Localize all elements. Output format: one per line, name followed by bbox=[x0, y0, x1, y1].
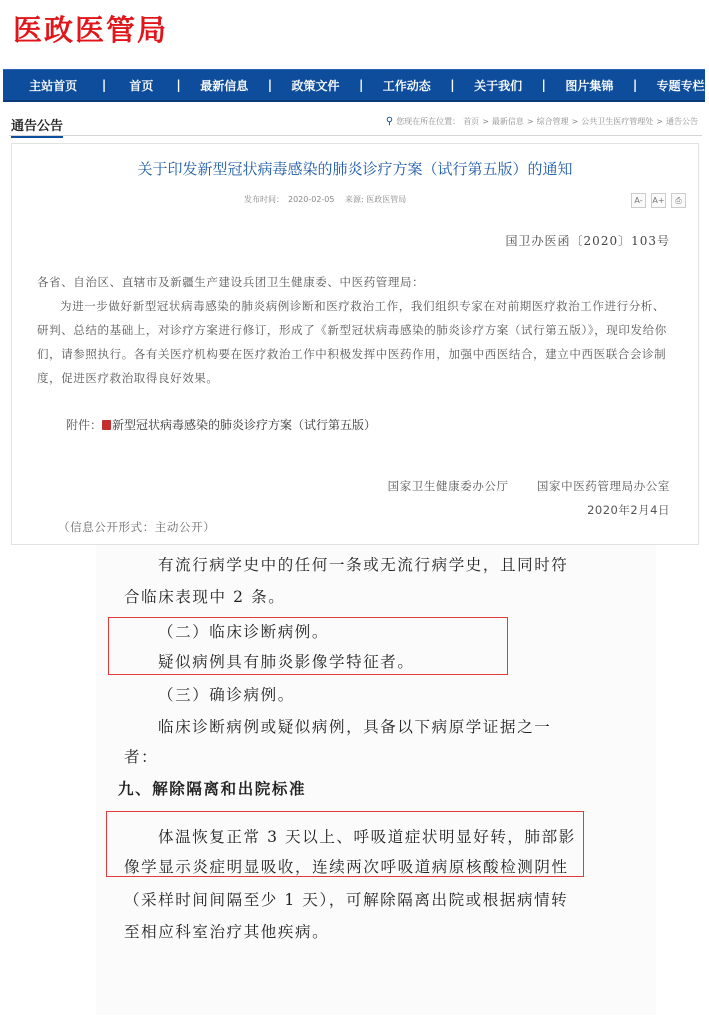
print-icon[interactable]: ⎙ bbox=[671, 193, 686, 208]
nav-separator: | bbox=[267, 78, 273, 92]
main-nav bbox=[3, 69, 705, 102]
nav-item-main-home[interactable]: 主站首页 bbox=[29, 78, 78, 93]
publish-time: 发布时间： 2020-02-05 bbox=[244, 195, 335, 204]
location-pin-icon: ⚲ bbox=[385, 116, 394, 127]
article-source: 来源: 医政医管局 bbox=[345, 195, 407, 204]
scan-line: 合临床表现中 2 条。 bbox=[124, 588, 286, 606]
article-meta bbox=[244, 194, 414, 205]
breadcrumb-item-general[interactable]: 综合管理 bbox=[536, 117, 569, 126]
font-increase-button[interactable]: A+ bbox=[651, 193, 666, 208]
signer-nhc: 国家卫生健康委办公厅 bbox=[387, 479, 509, 493]
nav-separator: | bbox=[101, 78, 107, 92]
breadcrumb-prefix: 您现在所在位置： bbox=[396, 117, 461, 126]
nav-item-latest-info[interactable]: 最新信息 bbox=[200, 78, 249, 93]
addressee: 各省、自治区、直辖市及新疆生产建设兵团卫生健康委、中医药管理局： bbox=[37, 275, 425, 289]
breadcrumb-separator: > bbox=[482, 117, 489, 126]
attachment-link[interactable]: 新型冠状病毒感染的肺炎诊疗方案（试行第五版） bbox=[112, 418, 377, 432]
nav-separator: | bbox=[450, 78, 455, 92]
nav-item-home[interactable]: 首页 bbox=[129, 78, 154, 93]
breadcrumb-item-notices[interactable]: 通告公告 bbox=[666, 117, 698, 126]
signers bbox=[388, 478, 670, 494]
breadcrumb-item-division[interactable]: 公共卫生医疗管理处 bbox=[581, 117, 654, 126]
nav-item-gallery[interactable]: 图片集锦 bbox=[565, 78, 614, 93]
scan-line: 有流行病学史中的任何一条或无流行病学史，且同时符 bbox=[158, 556, 569, 574]
article-panel bbox=[11, 143, 699, 545]
scan-line: （二）临床诊断病例。 bbox=[158, 623, 330, 641]
scan-line: 者： bbox=[124, 748, 159, 766]
signature-date: 2020年2月4日 bbox=[587, 503, 670, 517]
scan-line: 体温恢复正常 3 天以上、呼吸道症状明显好转，肺部影 bbox=[158, 828, 576, 846]
scan-line: 疑似病例具有肺炎影像学特征者。 bbox=[158, 653, 415, 671]
disclosure-note: （信息公开形式：主动公开） bbox=[58, 520, 216, 534]
section-header bbox=[9, 113, 702, 136]
breadcrumb bbox=[386, 116, 698, 127]
section-heading: 九、解除隔离和出院标准 bbox=[118, 780, 307, 798]
article-tools bbox=[631, 193, 686, 208]
breadcrumb-item-home[interactable]: 首页 bbox=[463, 117, 480, 126]
article-title: 关于印发新型冠状病毒感染的肺炎诊疗方案（试行第五版）的通知 bbox=[137, 160, 573, 178]
article-body bbox=[37, 270, 677, 390]
nav-separator: | bbox=[541, 78, 546, 92]
font-decrease-button[interactable]: A- bbox=[631, 193, 646, 208]
nav-item-policy-docs[interactable]: 政策文件 bbox=[291, 78, 340, 93]
breadcrumb-separator: > bbox=[571, 117, 579, 126]
signer-tcm: 国家中医药管理局办公室 bbox=[536, 479, 670, 493]
breadcrumb-separator: > bbox=[526, 117, 534, 126]
scan-line: （采样时间间隔至少 1 天），可解除隔离出院或根据病情转 bbox=[124, 891, 569, 909]
nav-separator: | bbox=[632, 78, 638, 92]
highlight-box-discharge-criteria bbox=[106, 811, 584, 877]
nav-item-work-news[interactable]: 工作动态 bbox=[382, 78, 431, 93]
section-title: 通告公告 bbox=[11, 115, 63, 138]
breadcrumb-item-latest[interactable]: 最新信息 bbox=[491, 117, 524, 126]
doc-number: 国卫办医函〔2020〕103号 bbox=[505, 234, 670, 248]
nav-item-special-topics[interactable]: 专题专栏 bbox=[656, 78, 705, 93]
body-paragraph: 为进一步做好新型冠状病毒感染的肺炎病例诊断和医疗救治工作，我们组织专家在对前期医疗救治工作进行分析、研判、总结的基础上，对诊疗方案进行修订，形成了《新型冠状病毒感染的肺炎诊疗方案（试行第五版）》，现印发给你们，请参照执行。各有关医疗机构要在医疗救治工作中积极发挥中医药作用，加强中西医结合，建立中西医联合会诊制度，促进医疗救治取得良好效果。 bbox=[37, 299, 667, 385]
breadcrumb-separator: > bbox=[656, 117, 663, 126]
nav-separator: | bbox=[358, 78, 364, 92]
scan-line: 临床诊断病例或疑似病例，具备以下病原学证据之一 bbox=[158, 718, 552, 736]
attachment-label: 附件： bbox=[66, 418, 103, 432]
scan-line: 至相应科室治疗其他疾病。 bbox=[124, 923, 330, 941]
scanned-document-excerpt bbox=[96, 545, 656, 1015]
scan-line: （三）确诊病例。 bbox=[158, 686, 295, 704]
nav-separator: | bbox=[176, 78, 181, 92]
nav-item-about-us[interactable]: 关于我们 bbox=[474, 78, 523, 93]
site-logo[interactable]: 医政医管局 bbox=[13, 13, 169, 47]
scan-line: 像学显示炎症明显吸收，连续两次呼吸道病原核酸检测阴性 bbox=[124, 858, 569, 876]
pdf-file-icon bbox=[102, 420, 111, 430]
highlight-box-clinical-diagnosis bbox=[108, 617, 508, 675]
attachment bbox=[66, 416, 376, 433]
